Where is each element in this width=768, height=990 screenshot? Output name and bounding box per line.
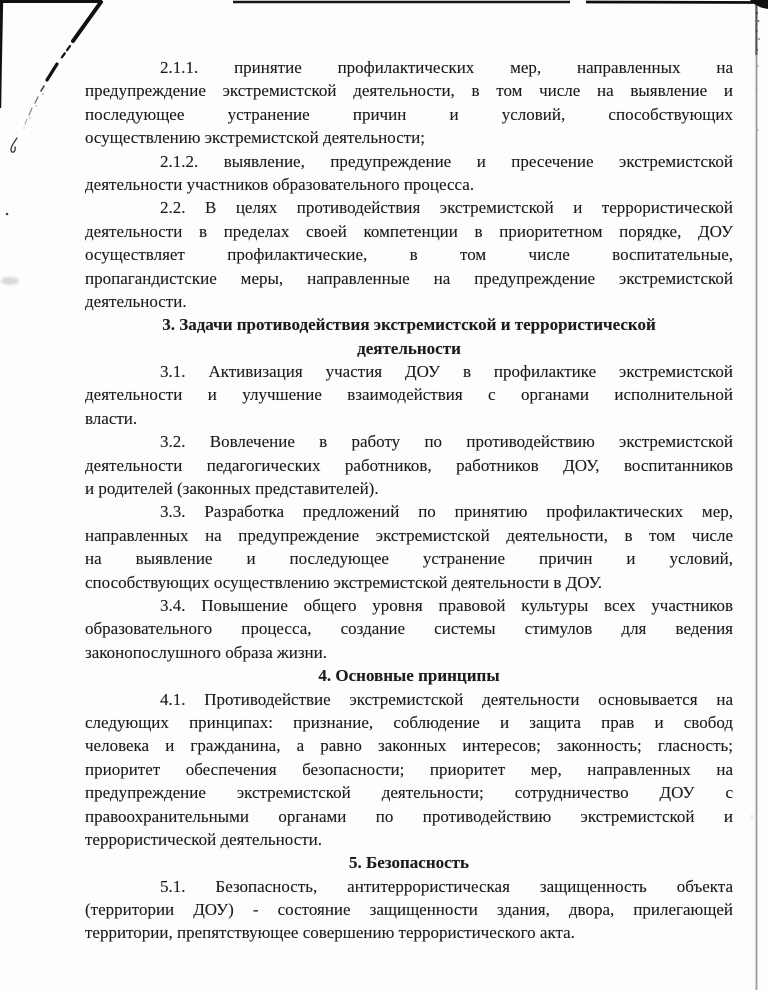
text-line: деятельности и улучшение взаимодействия с органами исполнительной (85, 385, 733, 405)
text-line: 3.1. Активизация участия ДОУ в профилактике экстремистской (160, 362, 733, 382)
top-edge-scan-line-right2 (586, 2, 768, 3)
text-line: на выявление и последующее устранение причин и условий, (85, 549, 733, 569)
text-line: власти. (85, 408, 138, 428)
text-line: 3. Задачи противодействия экстремистской и террористической (162, 315, 656, 335)
document-body (85, 56, 733, 945)
text-line: 3.3. Разработка предложений по принятию профилактических мер, (160, 502, 733, 522)
paragraph (85, 430, 733, 500)
faint-speck (750, 815, 754, 819)
paragraph (85, 594, 733, 664)
text-line: деятельности (357, 338, 461, 358)
text-line: 2.2. В целях противодействия экстремистской и террористической (160, 198, 733, 218)
paragraph (85, 500, 733, 594)
text-line: образовательного процесса, создание системы стимулов для ведения (85, 619, 733, 639)
text-line: человека и гражданина, а равно законных интересов; законность; гласность; (85, 736, 733, 756)
text-line: деятельности педагогических работников, работников ДОУ, воспитанников (85, 455, 733, 475)
paragraph (85, 56, 733, 150)
text-line: 3.4. Повышение общего уровня правовой культуры всех участников (160, 595, 733, 615)
text-line: правоохранительными органами по противодействию экстремистской и (85, 806, 733, 826)
section-heading (85, 664, 733, 687)
handwritten-tick-mark (11, 138, 17, 152)
diagonal-faint-specks (23, 93, 44, 129)
paragraph (85, 875, 733, 945)
text-line: 5. Безопасность (348, 853, 470, 873)
text-line: территории, препятствующее совершению террористического акта. (85, 923, 575, 943)
text-line: способствующих осуществлению экстремистской деятельности в ДОУ. (85, 572, 603, 592)
left-edge-scan-line (0, 0, 3, 108)
text-line: предупреждение экстремистской деятельности; сотрудничество ДОУ с (85, 783, 733, 803)
section-heading (85, 313, 733, 360)
right-edge-scan-line (756, 0, 758, 990)
text-line: террористической деятельности. (85, 829, 323, 849)
text-line: осуществляет профилактические, в том числе воспитательные, (85, 245, 733, 265)
text-line: 5.1. Безопасность, антитеррористическая защищенность объекта (160, 876, 733, 896)
text-line: последующее устранение причин и условий, способствующих (85, 104, 733, 124)
text-line: следующих принципах: признание, соблюдение и защита прав и свобод (85, 712, 733, 732)
text-line: предупреждение экстремистской деятельности, в том числе на выявление и (85, 81, 733, 101)
corner-blob (750, 0, 768, 9)
text-line: законопослушного образа жизни. (85, 642, 328, 662)
text-line: деятельности участников образовательного процесса. (85, 174, 475, 194)
text-line: 2.1.2. выявление, предупреждение и пресечение экстремистской (160, 151, 733, 171)
text-line: пропагандистские меры, направленные на предупреждение экстремистской (85, 268, 733, 288)
section-heading (85, 851, 733, 874)
paragraph (85, 360, 733, 430)
text-line: деятельности. (85, 291, 187, 311)
text-line: направленных на предупреждение экстремистской деятельности, в том числе (85, 525, 733, 545)
smudge-mark (1, 277, 19, 285)
paragraph (85, 688, 733, 852)
text-line: 4. Основные принципы (318, 666, 500, 686)
paragraph (85, 196, 733, 313)
text-line: 3.2. Вовлечение в работу по противодействию экстремистской (160, 432, 733, 452)
text-line: деятельности в пределах своей компетенции в приоритетном порядке, ДОУ (85, 221, 733, 241)
corner-speck-trail (756, 12, 760, 201)
text-line: 2.1.1. принятие профилактических мер, направленных на (160, 58, 733, 77)
text-line: 4.1. Противодействие экстремистской деятельности основывается на (160, 689, 733, 709)
right-edge-scan-line-dark-top (755, 0, 757, 55)
text-line: приоритет обеспечения безопасности; приоритет мер, направленных на (85, 759, 733, 779)
text-line: (территории ДОУ) - состояние защищенности здания, двора, прилегающей (85, 900, 733, 920)
top-edge-scan-line-left (0, 0, 101, 3)
text-line: осуществлению экстремистской деятельности; (85, 128, 425, 148)
text-line: и родителей (законных представителей). (85, 479, 379, 499)
ink-dot (6, 213, 9, 216)
paragraph (85, 150, 733, 197)
